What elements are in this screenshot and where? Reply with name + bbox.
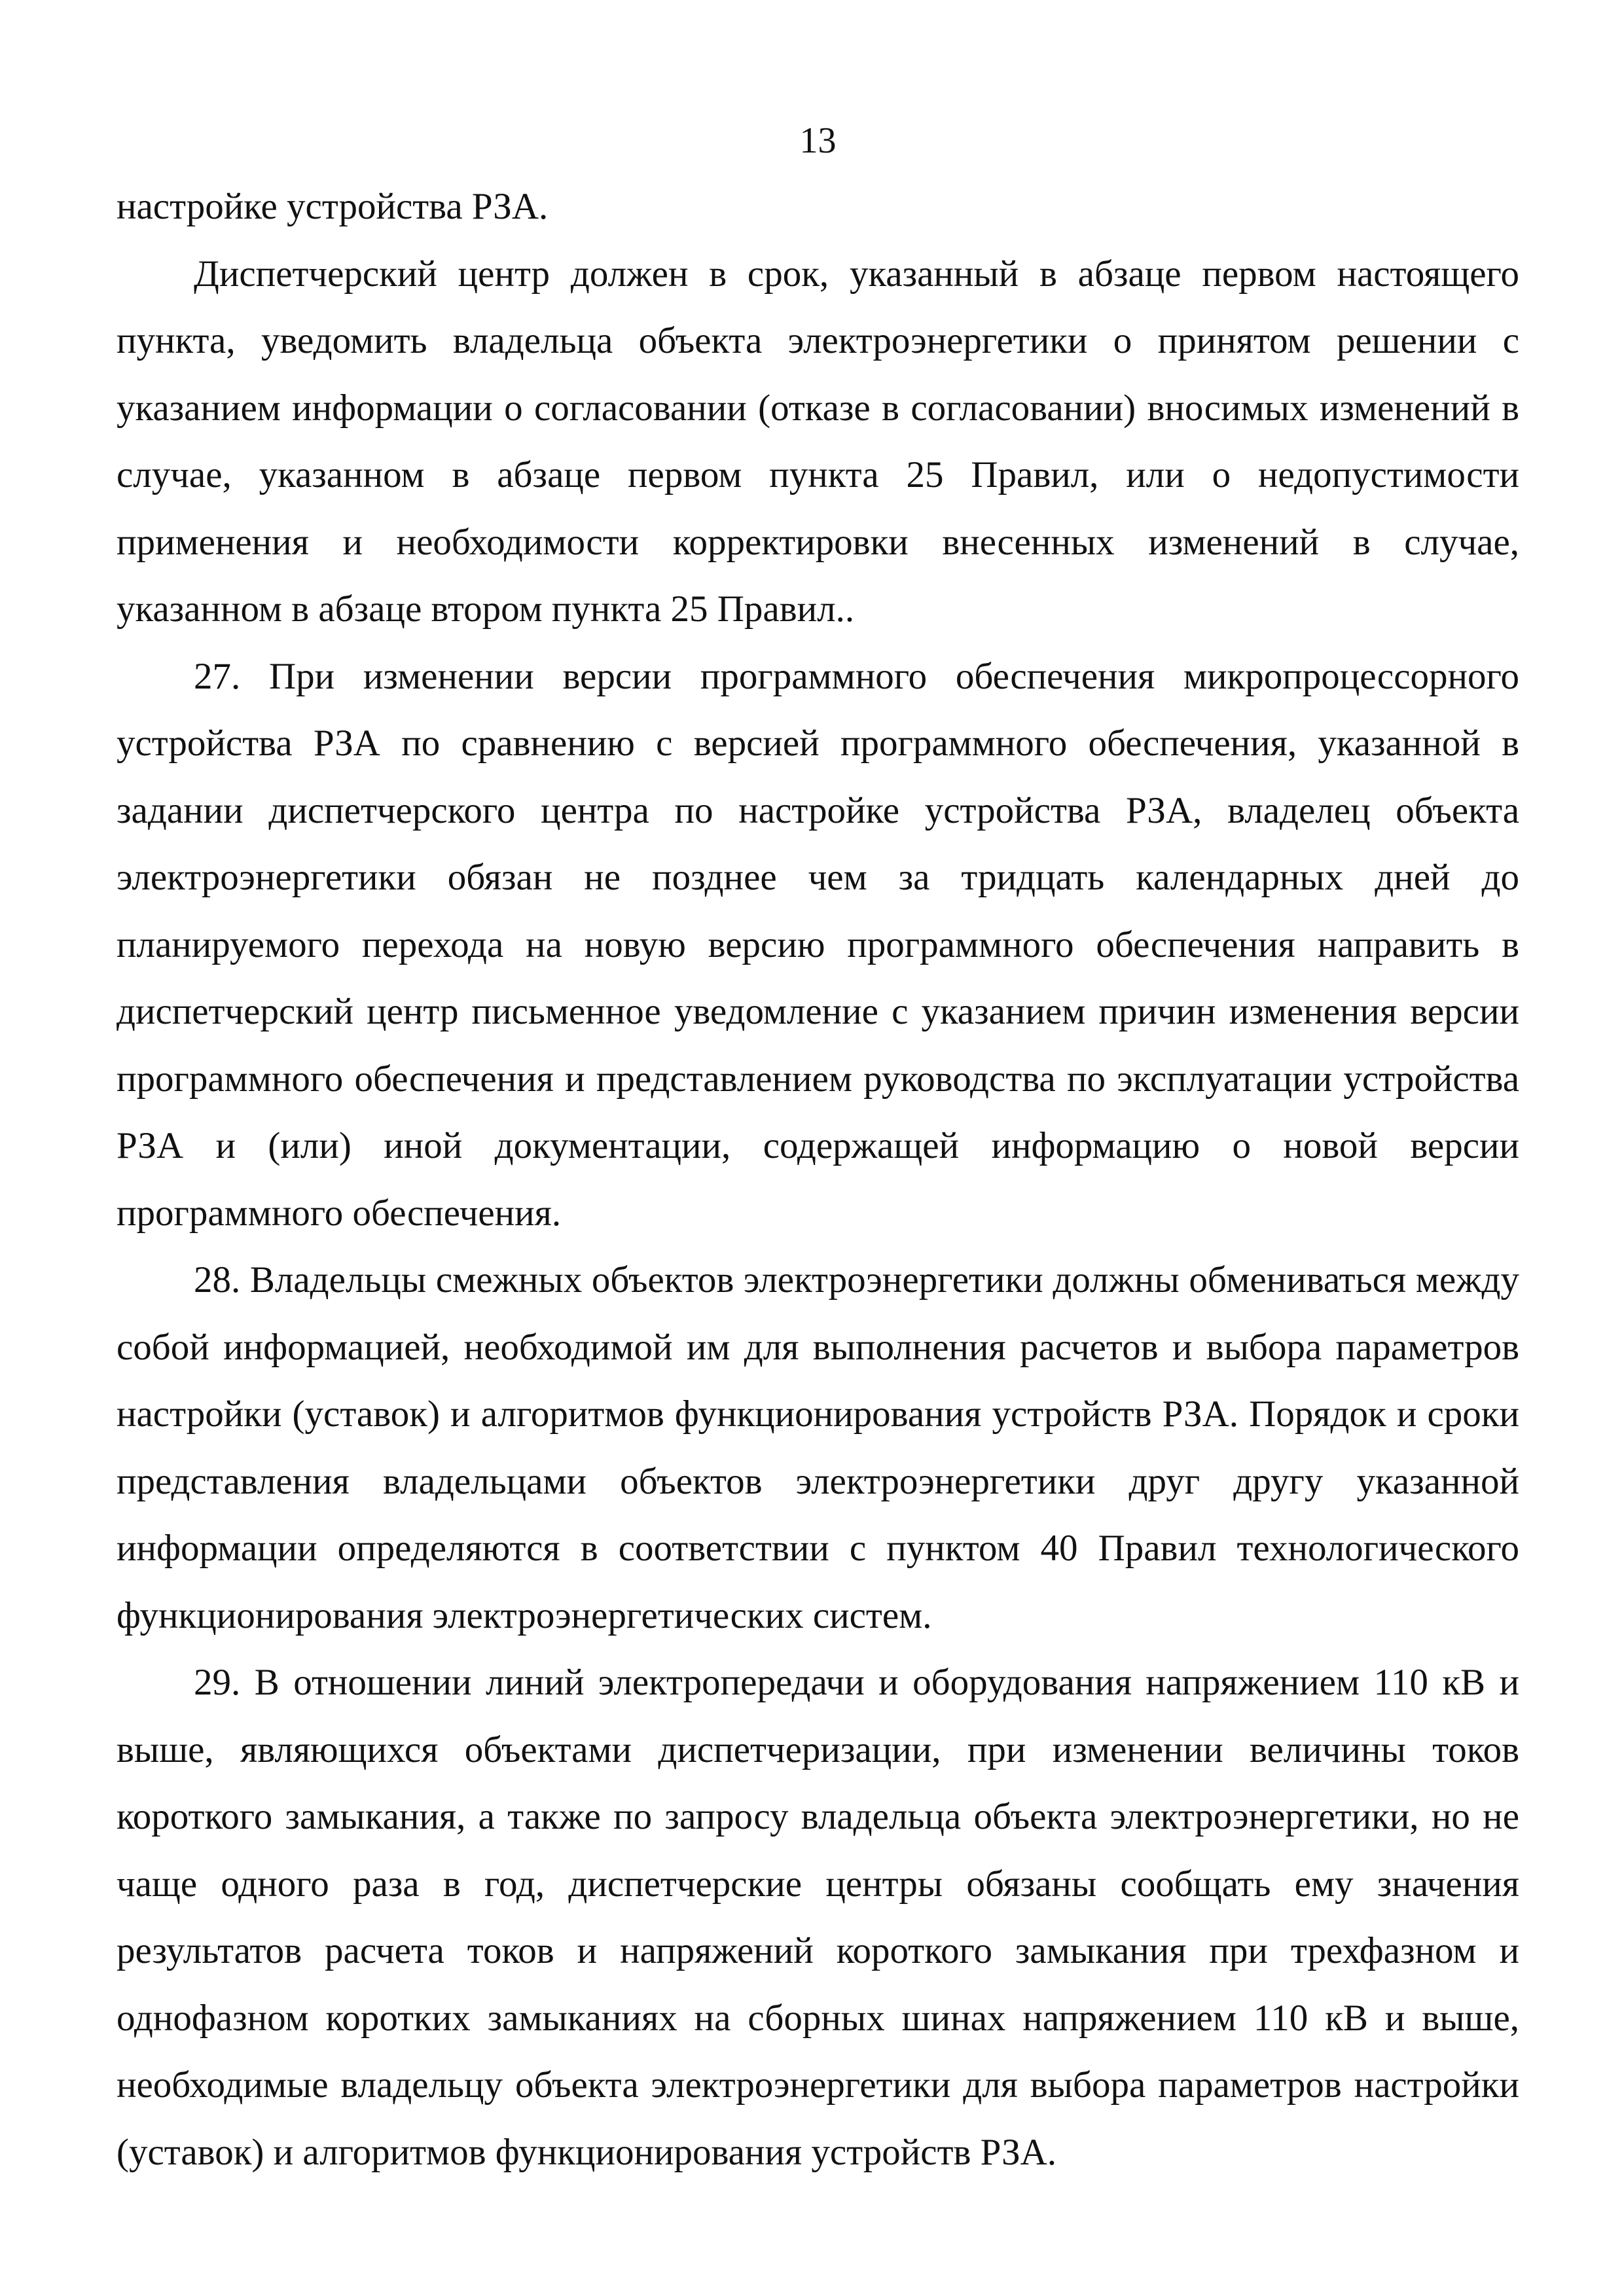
paragraph-dispatch-center-notice: Диспетчерский центр должен в срок, указанный в абзаце первом настоящего пункта, уведомить владельца объекта электроэнергетики о принятом решении с указанием информации о согласовании (отказе в согласовании) вносимых изменений в случае, указанном в абзаце первом пункта 25 Правил, или о недопустимости применения и необходимости корректировки внесенных изменений в случае, указанном в абзаце втором пункта 25 Правил..	[117, 253, 1519, 630]
paragraph-item-29: 29. В отношении линий электропередачи и оборудования напряжением 110 кВ и выше, являющихся объектами диспетчеризации, при изменении величины токов короткого замыкания, а также по запросу владельца объекта электроэнергетики, но не чаще одного раза в год, диспетчерские центры обязаны сообщать ему значения результатов расчета токов и напряжений короткого замыкания при трехфазном и однофазном коротких замыканиях на сборных шинах напряжением 110 кВ и выше, необходимые владельцу объекта электроэнергетики для выбора параметров настройки (уставок) и алгоритмов функционирования устройств РЗА.	[117, 1662, 1519, 2173]
page-number: 13	[799, 120, 837, 161]
paragraph-item-27: 27. При изменении версии программного обеспечения микропроцессорного устройства РЗА по сравнению с версией программного обеспечения, указанной в задании диспетчерского центра по настройке устройства РЗА, владелец объекта электроэнергетики обязан не позднее чем за тридцать календарных дней до планируемого перехода на новую версию программного обеспечения направить в диспетчерский центр письменное уведомление с указанием причин изменения версии программного обеспечения и представлением руководства по эксплуатации устройства РЗА и (или) иной документации, содержащей информацию о новой версии программного обеспечения.	[117, 655, 1519, 1234]
paragraph-item-28: 28. Владельцы смежных объектов электроэнергетики должны обмениваться между собой информацией, необходимой им для выполнения расчетов и выбора параметров настройки (уставок) и алгоритмов функционирования устройств РЗА. Порядок и сроки представления владельцами объектов электроэнергетики друг другу указанной информации определяются в соответствии с пунктом 40 Правил технологического функционирования электроэнергетических систем.	[117, 1259, 1519, 1636]
paragraph-continuation: настройке устройства РЗА.	[117, 186, 549, 227]
